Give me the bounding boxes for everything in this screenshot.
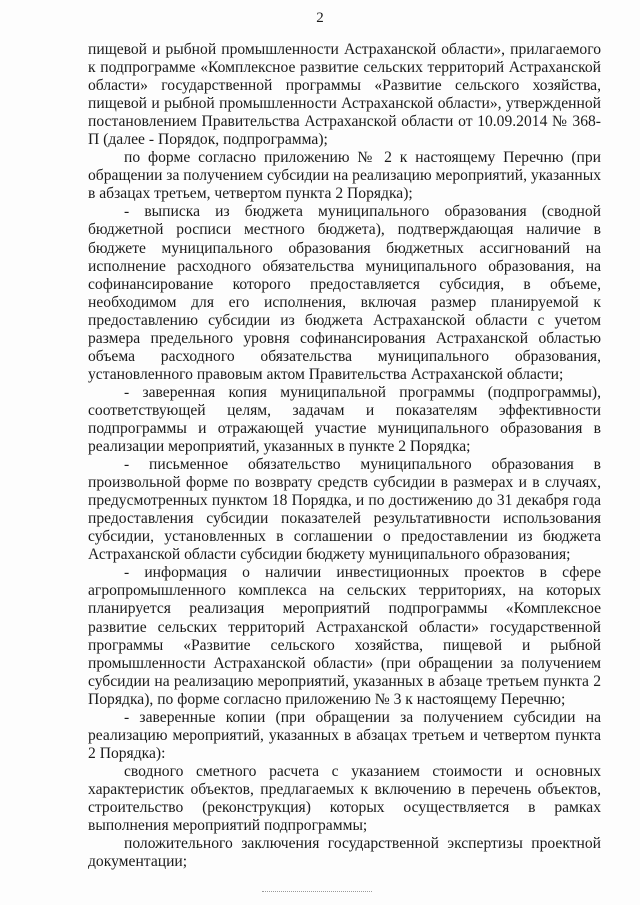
paragraph-program-copy: - заверенная копия муниципальной программы (подпрограммы), соответствующей целям, задачам и показателям эффективности подпрограммы и отражающей участие муниципального образования в реализации мероприятий, указанных в пункте 2 Порядка; <box>88 383 601 456</box>
paragraph-estimate: сводного сметного расчета с указанием стоимости и основных характеристик объектов, предлагаемых к включению в перечень объектов, строительство (реконструкция) которых осуществляется в рамках выполнения мероприятий подпрограммы; <box>88 762 601 835</box>
paragraph-certified-copies: - заверенные копии (при обращении за получением субсидии на реализацию мероприятий, указанных в абзацах третьем и четвертом пункта 2 Порядка): <box>88 708 601 762</box>
paragraph-investment-info: - информация о наличии инвестиционных проектов в сфере агропромышленного комплекса на сельских территориях, на которых планируется реализация мероприятий подпрограммы «Комплексное развитие сельских территорий Астраханской области» государственной программы «Развитие сельского хозяйства, пищевой и рыбной промышленности Астраханской области» (при обращении за получением субсидии на реализацию мероприятий, указанных в абзаце третьем пункта 2 Порядка), по форме согласно приложению № 3 к настоящему Перечню; <box>88 564 601 708</box>
document-body <box>88 41 601 871</box>
page-number: 2 <box>316 10 324 26</box>
paragraph-form-appendix-2: по форме согласно приложению № 2 к настоящему Перечню (при обращении за получением субсидии на реализацию мероприятий, указанных в абзацах третьем, четвертом пункта 2 Порядка); <box>88 149 602 203</box>
paragraph-written-obligation: - письменное обязательство муниципального образования в произвольной форме по возврату средств субсидии в размерах и в случаях, предусмотренных пунктом 18 Порядка, и по достижению до 31 декабря года предоставления субсидии показателей результативности использования субсидии, установленных в соглашении о предоставлении из бюджета Астраханской области субсидии бюджету муниципального образования; <box>88 456 601 564</box>
paragraph-expertise: положительного заключения государственной экспертизы проектной документации; <box>88 835 601 871</box>
bottom-scan-mark <box>262 891 372 892</box>
paragraph-intro-continuation: пищевой и рыбной промышленности Астраханской области», прилагаемого к подпрограмме «Комплексное развитие сельских территорий Астраханской области» государственной программы «Развитие сельского хозяйства, пищевой и рыбной промышленности Астраханской области», утвержденной постановлением Правительства Астраханской области от 10.09.2014 № 368-П (далее - Порядок, подпрограмма); <box>88 41 601 149</box>
paragraph-budget-extract: - выписка из бюджета муниципального образования (сводной бюджетной росписи местного бюджета), подтверждающая наличие в бюджете муниципального образования бюджетных ассигнований на исполнение расходного обязательства муниципального образования, на софинансирование которого предоставляется субсидия, в объеме, необходимом для его исполнения, включая размер планируемой к предоставлению субсидии из бюджета Астраханской области с учетом размера предельного уровня софинансирования Астраханской областью объема расходного обязательства муниципального образования, установленного правовым актом Правительства Астраханской области; <box>88 203 601 383</box>
